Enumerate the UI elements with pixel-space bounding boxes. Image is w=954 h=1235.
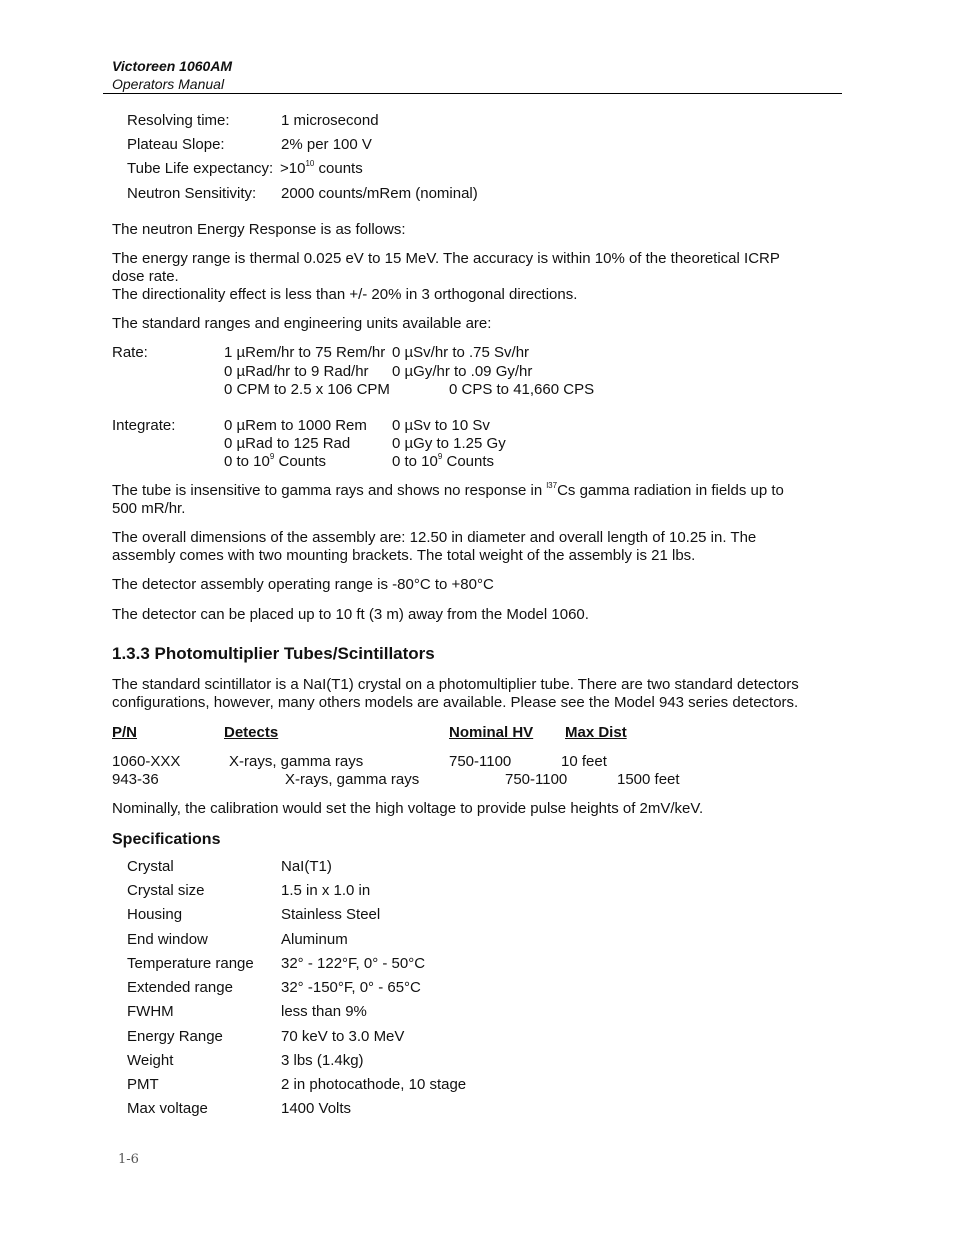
spec-value: Stainless Steel [281, 906, 381, 923]
scintillator-line-2: configurations, however, many others models are available. Please see the Model 943 series detectors. [112, 694, 799, 711]
spec-label: Extended range [127, 979, 233, 996]
rate-range-a: 0 CPM to 2.5 x 106 CPM [224, 381, 390, 398]
dimensions-line-2: assembly comes with two mounting brackets. The total weight of the assembly is 21 lbs. [112, 547, 696, 564]
energy-response-intro: The neutron Energy Response is as follows: [112, 221, 406, 238]
spec-value-tube-life: $>10^{10}$ counts [280, 159, 363, 177]
directionality-text: The directionality effect is less than +/- 20% in 3 orthogonal directions. [112, 286, 578, 303]
table-header-pn: P/N [112, 724, 138, 741]
table-cell-pn: 1060-XXX [112, 753, 181, 770]
integrate-counts-a: 0 to $10^9$ Counts [224, 452, 327, 470]
operating-range-text: The detector assembly operating range is -80°C to +80°C [112, 576, 494, 593]
spec-label-tube-life: Tube Life expectancy: [127, 160, 274, 177]
document-title: Victoreen 1060AM [112, 58, 233, 74]
spec-label-neutron-sensitivity: Neutron Sensitivity: [127, 185, 257, 202]
rate-range-b: 0 CPS to 41,660 CPS [449, 381, 595, 398]
gamma-insensitivity-line-1: The tube is insensitive to gamma rays and shows no response in $^{l37}$Cs gamma radiation in fields up to [112, 481, 784, 499]
spec-label: FWHM [127, 1003, 174, 1020]
integrate-range-a: 0 µRad to 125 Rad [224, 435, 351, 452]
energy-range-line-2: dose rate. [112, 268, 179, 285]
section-heading: 1.3.3 Photomultiplier Tubes/Scintillators [112, 644, 435, 663]
spec-value: 3 lbs (1.4kg) [281, 1052, 364, 1069]
page-number: 1-6 [118, 1152, 139, 1167]
rate-range-a: 1 µRem/hr to 75 Rem/hr [224, 344, 386, 361]
spec-label-resolving-time: Resolving time: [127, 112, 230, 129]
table-header-detects: Detects [224, 724, 279, 741]
calibration-text: Nominally, the calibration would set the high voltage to provide pulse heights of 2mV/keV. [112, 800, 704, 817]
spec-label: Energy Range [127, 1028, 223, 1045]
rate-range-b: 0 µGy/hr to .09 Gy/hr [392, 363, 533, 380]
spec-value: 32° -150°F, 0° - 65°C [281, 979, 421, 996]
integrate-range-b: 0 µSv to 10 Sv [392, 417, 490, 434]
spec-value-resolving-time: 1 microsecond [281, 112, 379, 129]
table-cell-max-dist: 10 feet [561, 753, 607, 770]
energy-range-line-1: The energy range is thermal 0.025 eV to 15 MeV. The accuracy is within 10% of the theoretical ICRP [112, 250, 780, 267]
spec-label: Housing [127, 906, 183, 923]
rate-range-a: 0 µRad/hr to 9 Rad/hr [224, 363, 369, 380]
table-cell-detects: X-rays, gamma rays [229, 753, 364, 770]
table-cell-max-dist: 1500 feet [617, 771, 680, 788]
document-subtitle: Operators Manual [112, 76, 225, 92]
spec-label: Temperature range [127, 955, 254, 972]
rate-range-b: 0 µSv/hr to .75 Sv/hr [392, 344, 530, 361]
table-header-nominal-hv: Nominal HV [449, 724, 534, 741]
rate-label: Rate: [112, 344, 148, 361]
spec-value: 32° - 122°F, 0° - 50°C [281, 955, 426, 972]
ranges-intro: The standard ranges and engineering units available are: [112, 315, 492, 332]
table-cell-pn: 943-36 [112, 771, 159, 788]
spec-value: NaI(T1) [281, 858, 332, 875]
spec-value: 2 in photocathode, 10 stage [281, 1076, 467, 1093]
spec-value: 70 keV to 3.0 MeV [281, 1028, 405, 1045]
header-rule [103, 93, 842, 94]
spec-value: 1.5 in x 1.0 in [281, 882, 371, 899]
integrate-label: Integrate: [112, 417, 176, 434]
spec-label: Weight [127, 1052, 174, 1069]
integrate-range-a: 0 µRem to 1000 Rem [224, 417, 367, 434]
spec-value: Aluminum [281, 931, 348, 948]
spec-label: Crystal size [127, 882, 205, 899]
spec-value-neutron-sensitivity: 2000 counts/mRem (nominal) [281, 185, 478, 202]
dimensions-line-1: The overall dimensions of the assembly are: 12.50 in diameter and overall length of 10.25 in. The [112, 529, 757, 546]
placement-text: The detector can be placed up to 10 ft (3 m) away from the Model 1060. [112, 606, 589, 623]
spec-label: Max voltage [127, 1100, 208, 1117]
spec-label: End window [127, 931, 208, 948]
spec-value: less than 9% [281, 1003, 367, 1020]
integrate-counts-b: 0 to $10^9$ Counts [392, 452, 495, 470]
spec-value: 1400 Volts [281, 1100, 352, 1117]
spec-label-plateau-slope: Plateau Slope: [127, 136, 225, 153]
table-cell-nominal-hv: 750-1100 [505, 771, 568, 788]
table-cell-detects: X-rays, gamma rays [285, 771, 420, 788]
integrate-range-b: 0 µGy to 1.25 Gy [392, 435, 506, 452]
table-header-max-dist: Max Dist [565, 724, 627, 741]
spec-label: Crystal [127, 858, 174, 875]
gamma-insensitivity-line-2: 500 mR/hr. [112, 500, 186, 517]
spec-label: PMT [127, 1076, 159, 1093]
spec-value-plateau-slope: 2% per 100 V [281, 136, 372, 153]
scintillator-line-1: The standard scintillator is a NaI(T1) crystal on a photomultiplier tube. There are two standard detectors [112, 676, 799, 693]
table-cell-nominal-hv: 750-1100 [449, 753, 512, 770]
specifications-heading: Specifications [112, 831, 221, 848]
